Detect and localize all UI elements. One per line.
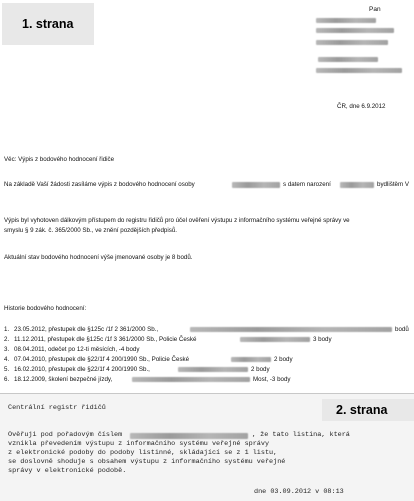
history-points: 2 body xyxy=(274,356,293,363)
points-status: Aktuální stav bodového hodnocení výše jmenované osoby je 8 bodů. xyxy=(4,254,193,261)
document-page-2 xyxy=(0,393,414,501)
list-item: 4. 07.04.2010, přestupek dle §22/1f 4 200/1990 Sb., Policie České xyxy=(4,356,190,363)
signature-date: dne 03.09.2012 v 08:13 xyxy=(254,488,344,496)
redacted-authority xyxy=(231,357,271,362)
verification-line5: správy v elektronické podobě. xyxy=(8,467,127,475)
recipient-salutation: Pan xyxy=(369,6,381,13)
verification-line1-b: , že tato listina, která xyxy=(252,431,350,439)
history-heading: Historie bodového hodnocení: xyxy=(4,305,87,312)
page-1-label: 1. strana xyxy=(2,3,94,45)
place-date: ČR, dne 6.9.2012 xyxy=(337,103,386,110)
redacted-authority xyxy=(190,327,392,332)
redacted-address-line xyxy=(318,57,378,62)
intro-text-c: bydlištěm V xyxy=(377,181,409,188)
list-item: 5. 16.02.2010, přestupek dle §22/1f 4 200/1990 Sb., xyxy=(4,366,150,373)
redacted-address-line xyxy=(316,40,388,45)
redacted-address-line xyxy=(316,68,402,73)
para1-line1: Výpis byl vyhotoven dálkovým přístupem do registru řidičů pro účel ověření výstupu z informačního systému veřejné správy ve xyxy=(4,217,350,224)
redacted-address-line xyxy=(316,28,394,33)
history-points: 2 body xyxy=(251,366,270,373)
redacted-birthdate xyxy=(340,182,374,188)
intro-text-b: s datem narození xyxy=(283,181,331,188)
redacted-address-line xyxy=(316,18,376,23)
list-item: 2. 11.12.2011, přestupek dle §125c /1f 3 361/2000 Sb., Policie České xyxy=(4,336,197,343)
redacted-authority xyxy=(240,337,310,342)
redacted-name xyxy=(232,182,280,188)
history-points: Most, -3 body xyxy=(253,376,291,383)
redacted-serial-number xyxy=(130,433,248,439)
verification-line2: vznikla převedením výstupu z informačního systému veřejné správy xyxy=(8,440,270,448)
letter-subject: Věc: Výpis z bodového hodnocení řidiče xyxy=(4,156,115,163)
verification-line1-a: Ověřuji pod pořadovým číslem xyxy=(8,431,123,439)
verification-line4: se doslovně shoduje s obsahem výstupu z informačního systému veřejné xyxy=(8,458,286,466)
history-points: 3 body xyxy=(313,336,332,343)
history-points: bodů xyxy=(395,326,409,333)
para1-line2: smyslu § 9 zák. č. 365/2000 Sb., ve znění pozdějších předpisů. xyxy=(4,227,178,234)
list-item: 6. 18.12.2009, školení bezpečné jízdy, xyxy=(4,376,113,383)
registry-heading: Centrální registr řidičů xyxy=(8,404,106,412)
page-2-label: 2. strana xyxy=(322,399,414,421)
redacted-authority xyxy=(132,377,250,382)
intro-text-a: Na základě Vaší žádosti zasíláme výpis z bodového hodnocení osoby xyxy=(4,181,195,188)
list-item: 1. 23.05.2012, přestupek dle §125c /1f 2 361/2000 Sb., xyxy=(4,326,159,333)
redacted-authority xyxy=(178,367,248,372)
verification-line3: z elektronické podoby do podoby listinné, skládající se z 1 listu, xyxy=(8,449,278,457)
list-item: 3. 08.04.2011, odečet po 12-ti měsících, -4 body xyxy=(4,346,140,353)
